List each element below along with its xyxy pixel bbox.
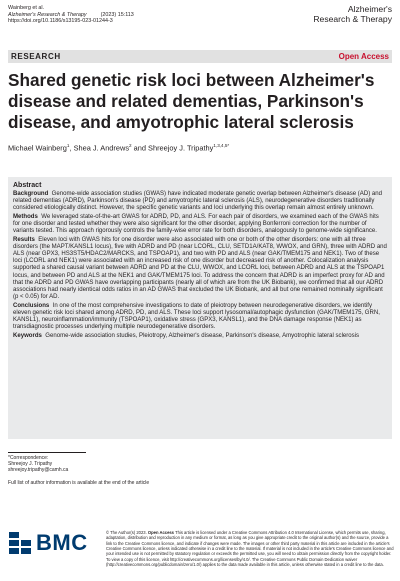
section-text: Genome-wide association studies, Pleiotropy, Alzheimer's disease, Parkinson's disease, Amyotrophic lateral sclerosis xyxy=(45,332,360,339)
journal-logo-line2: Research & Therapy xyxy=(313,14,392,24)
correspondence-email[interactable]: shreejoy.tripathy@camh.ca xyxy=(8,467,69,474)
section-text: In one of the most comprehensive investigations to date of pleiotropy between neurodegenerative disorders, we identify eleven genetic risk loci shared among ADRD, PD, and ALS. These loci support lysosomal/autophagic dysfunction (GAK/TMEM175, GRN, KANSL1), neuroinflammation/immunity (TSPOAP1), oxidative stress (GPX3, KANSL1), and the DNA damage response (NEK1) as transdiagnostic processes underlying multiple neurodegenerative disorders. xyxy=(13,302,380,330)
author-affiliation: 2 xyxy=(129,143,132,148)
abstract-methods xyxy=(13,214,387,235)
author-list xyxy=(8,141,229,152)
abstract-results xyxy=(13,237,387,300)
section-text: Eleven loci with GWAS hits for one disorder were also associated with one or both of the other disorders: one with all three disorders (the MAPT/KANSL1 locus), five with ADRD and PD (near LCORL, CLU, SETD1A/KAT8, WWOX, and GRN), three with ADRD and ALS (near GPX3, HS3ST5/HDAC2/MARCKS, and TSPOAP1), and two with PD and ALS (near GAK/TMEM175 and NEK1). Two of these loci (LCORL and NEK1) were associated with an increased risk of one disorder but decreased risk of another. Colocalization analysis supported a shared causal variant between ADRD and PD at the CLU, WWOX, and LCORL loci, between ADRD and ALS at the TSPOAP1 locus, and between PD and ALS at the NEK1 and GAK/TMEM175 loci. To address the concern that ADRD is an imperfect proxy for AD and that the ADRD and PD GWAS have overlapping participants (nearly all of which are from the UK Biobank), we confirmed that all our ADRD associations had nearly identical odds ratios in an AD GWAS that excluded the UK Biobank, and all but one remained nominally significant (p < 0.05) for AD. xyxy=(13,237,387,300)
correspondence-label: *Correspondence: xyxy=(8,455,49,461)
license-text xyxy=(106,530,394,567)
correspondence xyxy=(8,455,68,474)
author-name[interactable]: Shreejoy J. Tripathy xyxy=(148,143,214,153)
license-open-access: Open Access xyxy=(147,530,174,535)
author-affiliation: 1,3,4,5* xyxy=(213,143,230,148)
citation-journal xyxy=(8,12,134,19)
abstract-box xyxy=(8,177,392,439)
author-name[interactable]: Shea J. Andrews xyxy=(73,143,130,153)
abstract-conclusions xyxy=(13,303,387,331)
bmc-logo-icon xyxy=(9,532,33,554)
abstract-keywords xyxy=(13,333,387,340)
section-text: We leveraged state-of-the-art GWAS for ADRD, PD, and ALS. For each pair of disorders, we examined each of the GWAS hits for one disorder and tested whether they were also significant for the other disorder, applying Bonferroni correction for the number of variants tested. This approach rigorously controls the family-wise error rate for both disorders, analogously to genome-wide significance. xyxy=(13,214,379,235)
footnote-divider xyxy=(8,452,86,453)
author-name[interactable]: Michael Wainberg xyxy=(8,143,67,153)
publisher-name: BMC xyxy=(36,530,88,555)
author-info-note: Full list of author information is available at the end of the article xyxy=(8,480,150,486)
running-header xyxy=(8,5,134,25)
author-separator: and xyxy=(131,143,149,153)
section-text: Genome-wide association studies (GWAS) have indicated moderate genetic overlap between Alzheimer's disease (AD) and related dementias (ADRD), Parkinson's disease (PD) and amyotrophic lateral sclerosis (ALS), neurodegenerative disorders traditionally considered etiologically distinct. However, the specific genetic variants and loci underlying this overlap remain almost entirely unknown. xyxy=(13,191,382,212)
citation-authors: Wainberg et al. xyxy=(8,5,45,11)
author-affiliation: 1 xyxy=(66,143,70,148)
section-label: Conclusions xyxy=(13,302,50,309)
license-copyright: © The Author(s) 2023. xyxy=(106,530,147,535)
section-label: Results xyxy=(13,237,35,244)
journal-year-volume: (2023) 15:113 xyxy=(100,11,134,18)
section-label: Methods xyxy=(13,214,38,221)
journal-logo-text xyxy=(313,4,392,24)
license-body: This article is licensed under a Creative Commons Attribution 4.0 International License, which permits use, sharing, adaptation, distribution and reproduction in any medium or format, as long as you give appropriate credit to the original author(s) and the source, provide a link to the Creative Commons licence, and indicate if changes were made. The images or other third party material in this article are included in the article's Creative Commons licence, unless indicated otherwise in a credit line to the material. If material is not included in the article's Creative Commons licence and your intended use is not permitted by statutory regulation or exceeds the permitted use, you will need to obtain permission directly from the copyright holder. To view a copy of this licence, visit http://creativecommons.org/licenses/by/4.0/. The Creative Commons Public Domain Dedication waiver (http://creativecommons.org/publicdomain/zero/1.0/) applies to the data made available in this article, unless otherwise stated in a credit line to the data. xyxy=(106,530,394,568)
doi-link[interactable]: https://doi.org/10.1186/s13195-023-01244-3 xyxy=(8,18,113,25)
publisher-logo xyxy=(9,530,87,560)
abstract-heading: Abstract xyxy=(13,182,42,189)
journal-logo-line1: Alzheimer's xyxy=(347,4,392,14)
abstract-background xyxy=(13,191,387,212)
article-type-band xyxy=(8,50,392,63)
open-access-label: Open Access xyxy=(338,52,389,61)
section-label: Background xyxy=(13,191,49,197)
journal-name: Alzheimer's Research & Therapy xyxy=(8,11,87,18)
article-title: Shared genetic risk loci between Alzheimer's disease and related dementias, Parkinson's disease, and amyotrophic lateral sclerosis xyxy=(8,70,375,132)
correspondence-name: Shreejoy J. Tripathy xyxy=(8,461,53,468)
section-label: Keywords xyxy=(13,332,42,339)
article-type-label: RESEARCH xyxy=(11,52,61,61)
author-separator: , xyxy=(69,143,74,153)
